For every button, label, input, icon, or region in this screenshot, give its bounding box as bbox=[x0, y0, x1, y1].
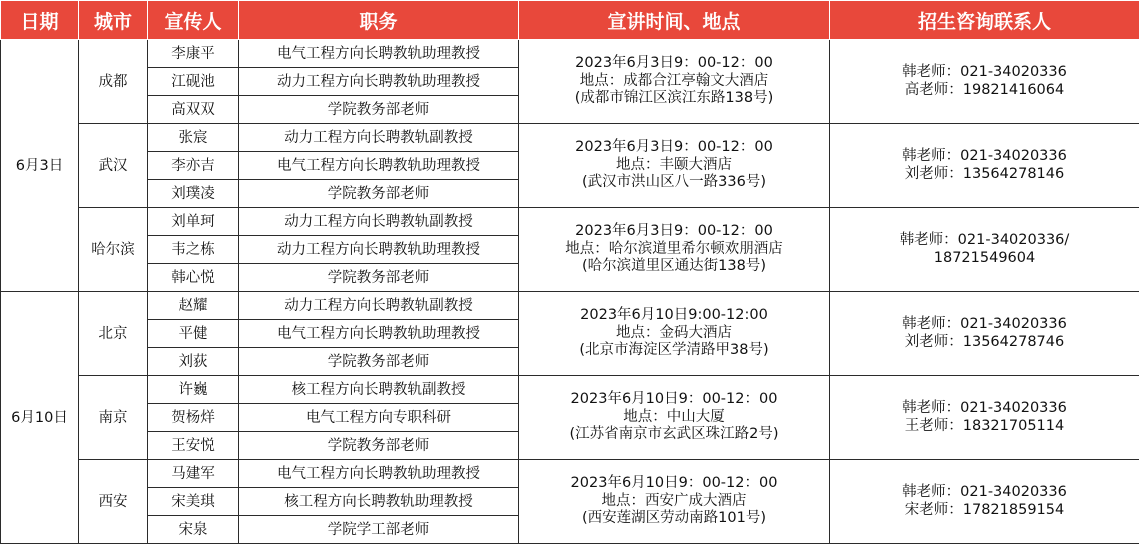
speaker-name: 刘单珂 bbox=[148, 208, 239, 236]
contact-cell bbox=[830, 376, 1139, 460]
speaker-name: 宋泉 bbox=[148, 516, 239, 544]
speaker-name: 贺杨烊 bbox=[148, 404, 239, 432]
contact-line-1: 韩老师：021-34020336 bbox=[902, 400, 1067, 416]
contact-line-1: 韩老师：021-34020336 bbox=[902, 148, 1067, 164]
speaker-title: 学院教务部老师 bbox=[239, 348, 519, 376]
speaker-name: 李亦吉 bbox=[148, 152, 239, 180]
speaker-title: 学院教务部老师 bbox=[239, 96, 519, 124]
city-cell: 西安 bbox=[79, 460, 148, 544]
contact-line-2: 刘老师：13564278146 bbox=[904, 165, 1065, 182]
contact-line-1: 韩老师：021-34020336 bbox=[902, 484, 1067, 500]
contact-line-1: 韩老师：021-34020336/ bbox=[899, 232, 1070, 248]
time-place-cell bbox=[519, 208, 830, 292]
event-address: (哈尔滨道里区通达街138号) bbox=[582, 258, 766, 275]
event-address: (北京市海淀区学清路甲38号) bbox=[579, 342, 769, 359]
city-cell: 北京 bbox=[79, 292, 148, 376]
header-date: 日期 bbox=[1, 1, 79, 40]
contact-line-2: 高老师：19821416064 bbox=[904, 81, 1065, 98]
header-position: 职务 bbox=[239, 1, 519, 40]
time-place-cell bbox=[519, 40, 830, 124]
table-row bbox=[1, 376, 1139, 404]
city-cell: 成都 bbox=[79, 40, 148, 124]
contact-line-2: 宋老师：17821859154 bbox=[904, 501, 1065, 518]
speaker-title: 动力工程方向长聘教轨副教授 bbox=[239, 208, 519, 236]
speaker-name: 江砚池 bbox=[148, 68, 239, 96]
contact-cell bbox=[830, 460, 1139, 544]
speaker-title: 动力工程方向长聘教轨助理教授 bbox=[239, 68, 519, 96]
event-time: 2023年6月3日9：00-12：00 bbox=[575, 223, 773, 240]
speaker-title: 学院教务部老师 bbox=[239, 264, 519, 292]
event-venue: 地点：哈尔滨道里希尔顿欢朋酒店 bbox=[565, 240, 783, 257]
speaker-title: 电气工程方向长聘教轨助理教授 bbox=[239, 460, 519, 488]
header-contact: 招生咨询联系人 bbox=[830, 1, 1139, 40]
speaker-name: 张宸 bbox=[148, 124, 239, 152]
speaker-title: 核工程方向长聘教轨副教授 bbox=[239, 376, 519, 404]
speaker-title: 电气工程方向专职科研 bbox=[239, 404, 519, 432]
speaker-name: 韩心悦 bbox=[148, 264, 239, 292]
header-city: 城市 bbox=[79, 1, 148, 40]
time-place-cell bbox=[519, 376, 830, 460]
city-cell: 哈尔滨 bbox=[79, 208, 148, 292]
speaker-name: 刘璞凌 bbox=[148, 180, 239, 208]
speaker-name: 高双双 bbox=[148, 96, 239, 124]
event-time: 2023年6月10日9：00-12：00 bbox=[570, 475, 778, 492]
event-venue: 地点：西安广成大酒店 bbox=[601, 492, 747, 509]
header-row bbox=[1, 1, 1139, 40]
date-cell: 6月10日 bbox=[1, 292, 79, 544]
speaker-title: 学院教务部老师 bbox=[239, 432, 519, 460]
contact-line-1: 韩老师：021-34020336 bbox=[902, 64, 1067, 80]
event-time: 2023年6月3日9：00-12：00 bbox=[575, 55, 773, 72]
event-time: 2023年6月10日9:00-12:00 bbox=[580, 307, 768, 324]
speaker-title: 核工程方向长聘教轨助理教授 bbox=[239, 488, 519, 516]
city-cell: 南京 bbox=[79, 376, 148, 460]
contact-cell bbox=[830, 124, 1139, 208]
table-row bbox=[1, 208, 1139, 236]
table-row bbox=[1, 40, 1139, 68]
event-address: (江苏省南京市玄武区珠江路2号) bbox=[569, 426, 779, 443]
speaker-name: 宋美琪 bbox=[148, 488, 239, 516]
contact-cell bbox=[830, 208, 1139, 292]
event-address: (西安莲湖区劳动南路101号) bbox=[582, 510, 766, 527]
event-venue: 地点：中山大厦 bbox=[623, 408, 725, 425]
event-address: (成都市锦江区滨江东路138号) bbox=[574, 90, 774, 107]
speaker-title: 学院学工部老师 bbox=[239, 516, 519, 544]
event-time: 2023年6月3日9：00-12：00 bbox=[575, 139, 773, 156]
contact-cell bbox=[830, 292, 1139, 376]
speaker-title: 动力工程方向长聘教轨助理教授 bbox=[239, 236, 519, 264]
table-row bbox=[1, 292, 1139, 320]
date-cell: 6月3日 bbox=[1, 40, 79, 292]
header-time-place: 宣讲时间、地点 bbox=[519, 1, 830, 40]
speaker-title: 动力工程方向长聘教轨副教授 bbox=[239, 292, 519, 320]
table-row bbox=[1, 460, 1139, 488]
speaker-title: 电气工程方向长聘教轨助理教授 bbox=[239, 40, 519, 68]
speaker-name: 马建军 bbox=[148, 460, 239, 488]
city-cell: 武汉 bbox=[79, 124, 148, 208]
time-place-cell bbox=[519, 292, 830, 376]
contact-line-2: 王老师：18321705114 bbox=[904, 417, 1065, 434]
header-speaker: 宣传人 bbox=[148, 1, 239, 40]
speaker-title: 电气工程方向长聘教轨助理教授 bbox=[239, 152, 519, 180]
speaker-name: 刘荻 bbox=[148, 348, 239, 376]
contact-line-2: 18721549604 bbox=[933, 249, 1036, 266]
speaker-name: 平健 bbox=[148, 320, 239, 348]
event-address: (武汉市洪山区八一路336号) bbox=[582, 174, 766, 191]
time-place-cell bbox=[519, 460, 830, 544]
speaker-name: 韦之栋 bbox=[148, 236, 239, 264]
time-place-cell bbox=[519, 124, 830, 208]
speaker-name: 许巍 bbox=[148, 376, 239, 404]
speaker-name: 李康平 bbox=[148, 40, 239, 68]
speaker-title: 学院教务部老师 bbox=[239, 180, 519, 208]
speaker-title: 电气工程方向长聘教轨助理教授 bbox=[239, 320, 519, 348]
speaker-title: 动力工程方向长聘教轨副教授 bbox=[239, 124, 519, 152]
event-venue: 地点：成都合江亭翰文大酒店 bbox=[579, 72, 769, 89]
table-row bbox=[1, 124, 1139, 152]
event-venue: 地点：丰颐大酒店 bbox=[616, 156, 732, 173]
speaker-name: 王安悦 bbox=[148, 432, 239, 460]
contact-line-2: 刘老师：13564278746 bbox=[904, 333, 1065, 350]
contact-line-1: 韩老师：021-34020336 bbox=[902, 316, 1067, 332]
event-venue: 地点：金码大酒店 bbox=[616, 324, 732, 341]
speaker-name: 赵耀 bbox=[148, 292, 239, 320]
event-time: 2023年6月10日9：00-12：00 bbox=[570, 391, 778, 408]
contact-cell bbox=[830, 40, 1139, 124]
